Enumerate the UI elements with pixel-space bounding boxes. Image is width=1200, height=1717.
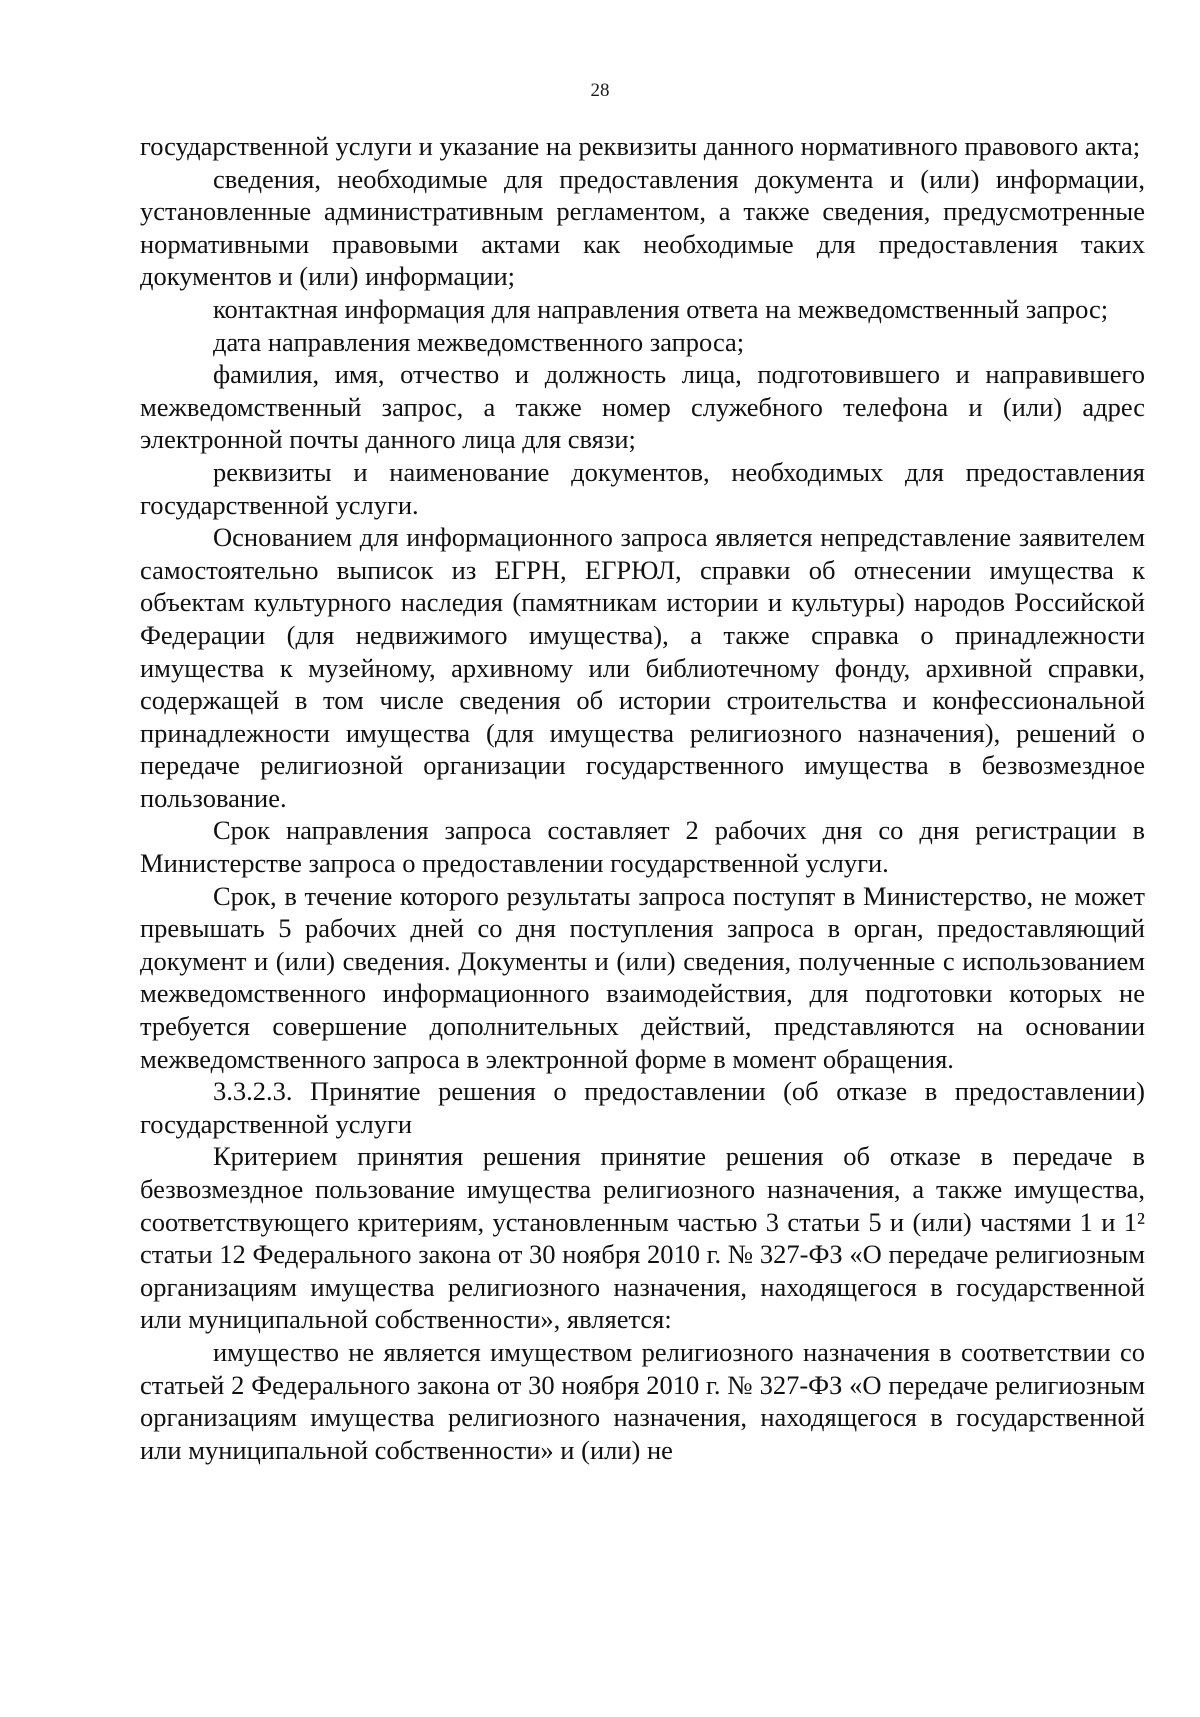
paragraph: Критерием принятия решения принятие решения об отказе в передаче в безвозмездное пользование имущества религиозного назначения, а также имущества, соответствующего критериям, установленным частью 3 статьи 5 и (или) частями 1 и 1² статьи 12 Федерального закона от 30 ноября 2010 г. № 327-ФЗ «О передаче религиозным организациям имущества религиозного назначения, находящегося в государственной или муниципальной собственности», является:	[140, 1141, 1145, 1335]
paragraph: реквизиты и наименование документов, необходимых для предоставления государственной услуги.	[140, 456, 1145, 520]
document-body	[140, 130, 1145, 1466]
paragraph: Основанием для информационного запроса является непредставление заявителем самостоятельно выписок из ЕГРН, ЕГРЮЛ, справки об отнесении имущества к объектам культурного наследия (памятникам истории и культуры) народов Российской Федерации (для недвижимого имущества), а также справка о принадлежности имущества к музейному, архивному или библиотечному фонду, архивной справки, содержащей в том числе сведения об истории строительства и конфессиональной принадлежности имущества (для имущества религиозного назначения), решений о передаче религиозной организации государственного имущества в безвозмездное пользование.	[140, 522, 1145, 813]
paragraph: сведения, необходимые для предоставления документа и (или) информации, установленные административным регламентом, а также сведения, предусмотренные нормативными правовыми актами как необходимые для предоставления таких документов и (или) информации;	[140, 163, 1145, 292]
page-number: 28	[590, 80, 610, 101]
paragraph: Срок, в течение которого результаты запроса поступят в Министерство, не может превышать 5 рабочих дней со дня поступления запроса в орган, предоставляющий документ и (или) сведения. Документы и (или) сведения, полученные с использованием межведомственного информационного взаимодействия, для подготовки которых не требуется совершение дополнительных действий, представляются на основании межведомственного запроса в электронной форме в момент обращения.	[140, 880, 1145, 1074]
paragraph: имущество не является имуществом религиозного назначения в соответствии со статьей 2 Федерального закона от 30 ноября 2010 г. № 327-ФЗ «О передаче религиозным организациям имущества религиозного назначения, находящегося в государственной или муниципальной собственности» и (или) не	[140, 1336, 1145, 1465]
paragraph: фамилия, имя, отчество и должность лица, подготовившего и направившего межведомственный запрос, а также номер служебного телефона и (или) адрес электронной почты данного лица для связи;	[140, 359, 1145, 455]
paragraph: 3.3.2.3. Принятие решения о предоставлении (об отказе в предоставлении) государственной услуги	[140, 1076, 1145, 1139]
paragraph: дата направления межведомственного запроса;	[213, 326, 745, 357]
paragraph: контактная информация для направления ответа на межведомственный запрос;	[213, 293, 1109, 324]
paragraph: государственной услуги и указание на реквизиты данного нормативного правового акта;	[140, 131, 1141, 161]
paragraph: Срок направления запроса составляет 2 рабочих дня со дня регистрации в Министерстве запроса о предоставлении государственной услуги.	[140, 815, 1145, 879]
